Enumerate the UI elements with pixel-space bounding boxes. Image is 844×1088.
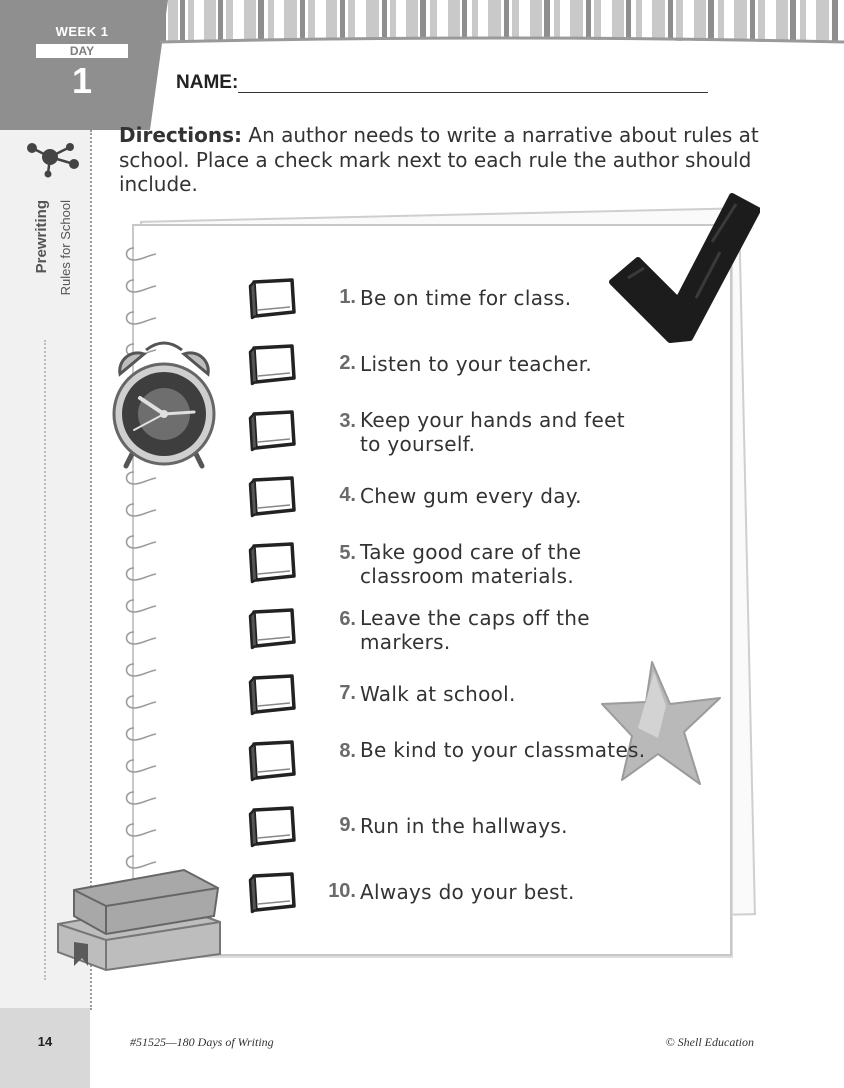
- rule-number: 6.: [339, 608, 356, 630]
- checkbox-icon[interactable]: [246, 540, 298, 584]
- rule-text: Be kind to your classmates.: [360, 738, 646, 762]
- directions-label: Directions:: [119, 123, 243, 147]
- section-label: Prewriting: [33, 200, 50, 274]
- rule-text: Listen to your teacher.: [360, 352, 593, 376]
- checkbox-icon[interactable]: [246, 342, 298, 386]
- checkbox-icon[interactable]: [246, 870, 298, 914]
- day-label: DAY: [36, 44, 128, 58]
- checkbox-icon[interactable]: [246, 804, 298, 848]
- rule-number: 10.: [328, 880, 356, 902]
- page-number: 14: [37, 1034, 53, 1049]
- name-label: NAME:: [176, 72, 239, 93]
- alarm-clock-icon: [106, 334, 222, 472]
- rule-number: 7.: [339, 682, 356, 704]
- molecule-icon: [24, 136, 82, 178]
- rule-text: Be on time for class.: [360, 286, 572, 310]
- rule-text: Run in the hallways.: [360, 814, 568, 838]
- rule-number: 2.: [339, 352, 356, 374]
- rule-number: 4.: [339, 484, 356, 506]
- copyright: © Shell Education: [665, 1035, 754, 1049]
- sidebar-dotted-line: [44, 340, 46, 980]
- day-number: 1: [71, 60, 93, 101]
- rule-number: 8.: [339, 740, 356, 762]
- rule-text: Chew gum every day.: [360, 484, 582, 508]
- stripe-banner: [160, 0, 844, 50]
- star-icon: [598, 658, 724, 790]
- rule-number: 3.: [339, 410, 356, 432]
- rule-text: Leave the caps off the markers.: [360, 606, 590, 654]
- checkbox-icon[interactable]: [246, 738, 298, 782]
- week-label: WEEK 1: [55, 24, 109, 39]
- rule-number: 1.: [339, 286, 356, 308]
- checkbox-icon[interactable]: [246, 276, 298, 320]
- topic-label: Rules for School: [58, 200, 73, 296]
- rule-number: 9.: [339, 814, 356, 836]
- rule-number: 5.: [339, 542, 356, 564]
- name-field[interactable]: [238, 92, 708, 93]
- checkbox-icon[interactable]: [246, 408, 298, 452]
- checkbox-icon[interactable]: [246, 474, 298, 518]
- rule-text: Always do your best.: [360, 880, 575, 904]
- book-code: #51525—180 Days of Writing: [130, 1035, 274, 1049]
- checkmark-icon: [608, 182, 760, 344]
- rule-text: Take good care of the classroom materials.: [360, 540, 582, 588]
- checkbox-icon[interactable]: [246, 606, 298, 650]
- rule-text: Keep your hands and feet to yourself.: [360, 408, 625, 456]
- directions-text: An author needs to write a narrative about rules at school. Place a check mark next to each rule the author should include.: [119, 123, 759, 196]
- books-icon: [54, 862, 226, 972]
- rule-text: Walk at school.: [360, 682, 516, 706]
- checkbox-icon[interactable]: [246, 672, 298, 716]
